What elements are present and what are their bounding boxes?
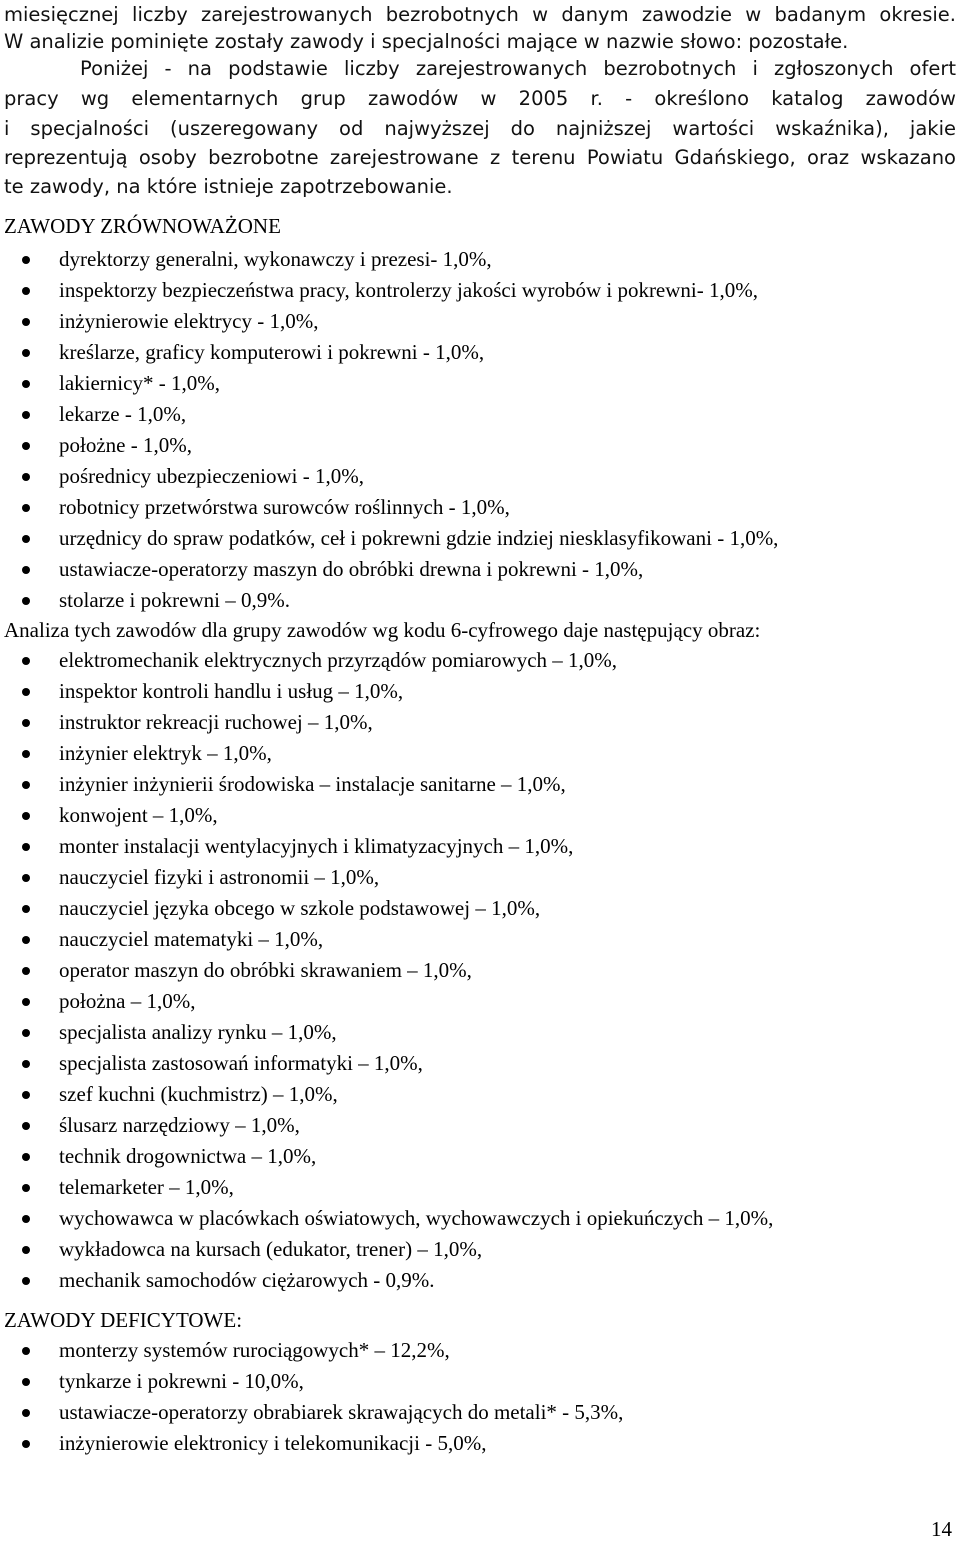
list-item [0, 1203, 773, 1234]
list-item-text: instruktor rekreacji ruchowej – 1,0%, [59, 710, 373, 734]
list-item-text: nauczyciel matematyki – 1,0%, [59, 927, 324, 951]
list-item-text: wychowawca w placówkach oświatowych, wychowawczych i opiekuńczych – 1,0%, [59, 1206, 774, 1230]
list-item-text: lakiernicy* - 1,0%, [59, 371, 220, 395]
bullet-icon [22, 1091, 30, 1099]
list-item-text: stolarze i pokrewni – 0,9%. [59, 588, 290, 612]
bullet-icon [22, 535, 30, 543]
list-item-text: elektromechanik elektrycznych przyrządów pomiarowych – 1,0%, [59, 648, 618, 672]
list-item-text: nauczyciel języka obcego w szkole podstawowej – 1,0%, [59, 896, 541, 920]
page-number: 14 [931, 1517, 952, 1541]
bullet-icon [22, 688, 30, 696]
list-item [0, 645, 773, 676]
bullet-icon [22, 1060, 30, 1068]
bullet-icon [22, 442, 30, 450]
list-item [0, 585, 778, 616]
bullet-icon [22, 812, 30, 820]
list-item-text: telemarketer – 1,0%, [59, 1175, 234, 1199]
bullet-icon [22, 1378, 30, 1386]
list-item-text: nauczyciel fizyki i astronomii – 1,0%, [59, 865, 380, 889]
list-item [0, 1079, 773, 1110]
list-item [0, 554, 778, 585]
list-item-text: inspektor kontroli handlu i usług – 1,0%, [59, 679, 404, 703]
list-item [0, 955, 773, 986]
list-item [0, 492, 778, 523]
list-item-text: ustawiacze-operatorzy obrabiarek skrawających do metali* - 5,3%, [59, 1400, 624, 1424]
list-item [0, 924, 773, 955]
bullet-icon [22, 905, 30, 913]
list-item [0, 1234, 773, 1265]
list-item [0, 800, 773, 831]
list-item [0, 1141, 773, 1172]
list-item [0, 523, 778, 554]
list-item [0, 1048, 773, 1079]
list-item-text: inżynierowie elektronicy i telekomunikacji - 5,0%, [59, 1431, 487, 1455]
list-item-text: mechanik samochodów ciężarowych - 0,9%. [59, 1268, 435, 1292]
section-heading-deficit: ZAWODY DEFICYTOWE: [4, 1308, 243, 1332]
list-item-text: inspektorzy bezpieczeństwa pracy, kontrolerzy jakości wyrobów i pokrewni- 1,0%, [59, 278, 758, 302]
list-item-text: położne - 1,0%, [59, 433, 192, 457]
intro-line: reprezentują osoby bezrobotne zarejestrowane z terenu Powiatu Gdańskiego, oraz wskazano [4, 146, 956, 169]
bullet-icon [22, 750, 30, 758]
bullet-icon [22, 936, 30, 944]
intro-line: miesięcznej liczby zarejestrowanych bezrobotnych w danym zawodzie w badanym okresie. [4, 3, 956, 26]
list-item [0, 399, 778, 430]
list-item-text: ustawiacze-operatorzy maszyn do obróbki drewna i pokrewni - 1,0%, [59, 557, 644, 581]
list-item-text: monterzy systemów rurociągowych* – 12,2%, [59, 1338, 450, 1362]
list-item [0, 244, 778, 275]
list-item [0, 707, 773, 738]
list-item [0, 1397, 623, 1428]
bullet-icon [22, 781, 30, 789]
bullet-icon [22, 504, 30, 512]
list-item [0, 1172, 773, 1203]
list-item [0, 1265, 773, 1296]
list-item-text: konwojent – 1,0%, [59, 803, 218, 827]
bullet-icon [22, 380, 30, 388]
bullet-icon [22, 1409, 30, 1417]
list-item-text: inżynier elektryk – 1,0%, [59, 741, 272, 765]
list-item [0, 769, 773, 800]
bullet-icon [22, 998, 30, 1006]
intro-line: i specjalności (uszeregowany od najwyższej do najniższej wartości wskaźnika), jakie [4, 117, 956, 140]
list-item-text: lekarze - 1,0%, [59, 402, 187, 426]
list-item [0, 738, 773, 769]
bullet-icon [22, 1122, 30, 1130]
list-item-text: szef kuchni (kuchmistrz) – 1,0%, [59, 1082, 338, 1106]
bullet-icon [22, 1440, 30, 1448]
list-item [0, 831, 773, 862]
intro-line: W analizie pominięte zostały zawody i specjalności mające w nazwie słowo: pozostałe. [4, 30, 849, 53]
section-heading-balanced: ZAWODY ZRÓWNOWAŻONE [4, 214, 281, 238]
bullet-icon [22, 411, 30, 419]
list-item-text: inżynierowie elektrycy - 1,0%, [59, 309, 319, 333]
list-item [0, 1110, 773, 1141]
list-item-text: inżynier inżynierii środowiska – instalacje sanitarne – 1,0%, [59, 772, 566, 796]
deficit-list [0, 1335, 623, 1459]
list-item-text: położna – 1,0%, [59, 989, 196, 1013]
list-item [0, 275, 778, 306]
list-item-text: urzędnicy do spraw podatków, ceł i pokrewni gdzie indziej niesklasyfikowani - 1,0%, [59, 526, 779, 550]
bullet-icon [22, 287, 30, 295]
list-item [0, 368, 778, 399]
bullet-icon [22, 967, 30, 975]
bullet-icon [22, 1215, 30, 1223]
bullet-icon [22, 1246, 30, 1254]
bullet-icon [22, 1153, 30, 1161]
bullet-icon [22, 256, 30, 264]
balanced-list [0, 244, 778, 616]
bullet-icon [22, 657, 30, 665]
bullet-icon [22, 473, 30, 481]
list-item [0, 1428, 623, 1459]
list-item [0, 1335, 623, 1366]
analysis-intro: Analiza tych zawodów dla grupy zawodów wg kodu 6-cyfrowego daje następujący obraz: [4, 618, 761, 642]
list-item-text: ślusarz narzędziowy – 1,0%, [59, 1113, 300, 1137]
bullet-icon [22, 566, 30, 574]
list-item [0, 1017, 773, 1048]
list-item [0, 430, 778, 461]
list-item-text: dyrektorzy generalni, wykonawczy i prezesi- 1,0%, [59, 247, 492, 271]
intro-line: te zawody, na które istnieje zapotrzebowanie. [4, 175, 453, 198]
list-item-text: operator maszyn do obróbki skrawaniem – 1,0%, [59, 958, 472, 982]
intro-line: pracy wg elementarnych grup zawodów w 2005 r. - określono katalog zawodów [4, 87, 956, 110]
bullet-icon [22, 349, 30, 357]
bullet-icon [22, 318, 30, 326]
list-item [0, 1366, 623, 1397]
bullet-icon [22, 719, 30, 727]
bullet-icon [22, 843, 30, 851]
bullet-icon [22, 1184, 30, 1192]
list-item-text: pośrednicy ubezpieczeniowi - 1,0%, [59, 464, 364, 488]
list-item-text: robotnicy przetwórstwa surowców roślinnych - 1,0%, [59, 495, 510, 519]
list-item-text: specjalista zastosowań informatyki – 1,0%, [59, 1051, 423, 1075]
analysis-list [0, 645, 773, 1296]
list-item-text: specjalista analizy rynku – 1,0%, [59, 1020, 337, 1044]
list-item [0, 986, 773, 1017]
bullet-icon [22, 1029, 30, 1037]
intro-line: Poniżej - na podstawie liczby zarejestrowanych bezrobotnych i zgłoszonych ofert [80, 57, 956, 80]
list-item-text: wykładowca na kursach (edukator, trener) – 1,0%, [59, 1237, 483, 1261]
bullet-icon [22, 1277, 30, 1285]
bullet-icon [22, 1347, 30, 1355]
bullet-icon [22, 874, 30, 882]
list-item [0, 461, 778, 492]
list-item [0, 676, 773, 707]
list-item-text: monter instalacji wentylacyjnych i klimatyzacyjnych – 1,0%, [59, 834, 574, 858]
list-item [0, 862, 773, 893]
list-item-text: kreślarze, graficy komputerowi i pokrewni - 1,0%, [59, 340, 485, 364]
list-item-text: technik drogownictwa – 1,0%, [59, 1144, 317, 1168]
list-item [0, 893, 773, 924]
bullet-icon [22, 597, 30, 605]
list-item [0, 306, 778, 337]
list-item-text: tynkarze i pokrewni - 10,0%, [59, 1369, 304, 1393]
list-item [0, 337, 778, 368]
